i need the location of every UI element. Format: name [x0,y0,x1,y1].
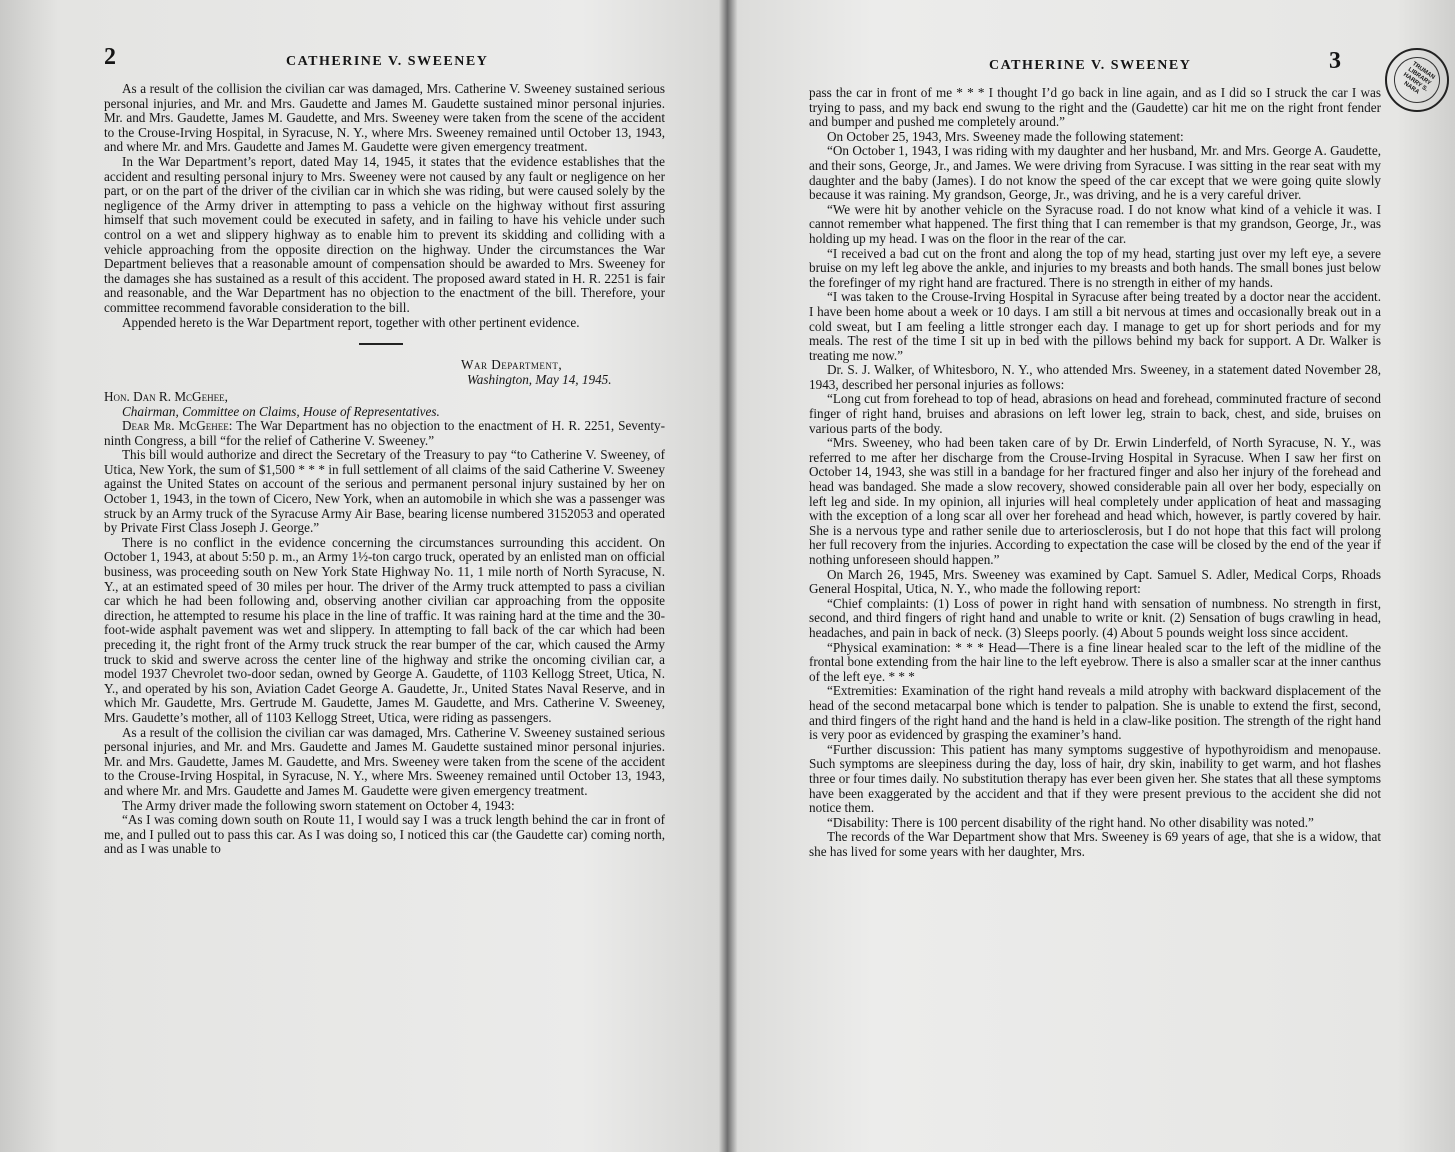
paragraph: “Further discussion: This patient has many symptoms suggestive of hypothyroidism and menopause. Such symptoms are sleepiness during the day, loss of hair, dry skin, inability to get warm, and hot flashes three or four times daily. No substitution therapy has ever been given her. She states that all these symptoms have been exaggerated by the accident and that if they were present previous to the accident she did not notice them. [809,741,1381,816]
section-divider [359,343,403,345]
paragraph-continuation: pass the car in front of me * * * I thought I’d go back in line again, and as I did so I struck the car I was trying to pass, and my back end swung to the right and the (Gaudette) car hit me on the right front fender and bumper and pushed me completely around.” [809,85,1381,130]
running-title: CATHERINE V. SWEENEY [989,58,1192,73]
page-header [809,48,1381,86]
paragraph: The Army driver made the following sworn statement on October 4, 1943: [122,797,515,813]
paragraph: Appended hereto is the War Department report, together with other pertinent evidence. [122,314,580,330]
paragraph: “On October 1, 1943, I was riding with my daughter and her husband, Mr. and Mrs. George A. Gaudette, and their sons, George, Jr., and James. We were driving from Syracuse. I was sitting in the rear seat with my daughter and the baby (James). I do not know the speed of the car except that we were going quite slowly because it was raining. My grandson, George, Jr., was driving, and he is a very careful driver. [809,143,1381,203]
paragraph: “Chief complaints: (1) Loss of power in right hand with sensation of numbness. No strength in first, second, and third fingers of right hand and unable to write or knit. (2) Sensation of bugs crawling in head, headaches, and pain in back of neck. (3) Sleeps poorly. (4) About 5 pounds weight loss since accident. [809,595,1381,640]
department-name: War Department, [461,357,563,373]
left-page [0,0,725,1152]
paragraph: In the War Department’s report, dated May 14, 1945, it states that the evidence establishes that the accident and resulting personal injury to Mrs. Sweeney were not caused by any fault or negligence on her part, or on the part of the driver of the civilian car in which she was riding, but were caused solely by the negligence of the Army driver in attempting to pass a vehicle on the highway without first assuring himself that such movement could be executed in safety, and in failing to have his vehicle under such control on a wet and slippery highway as to enable him to prevent its skidding and colliding with a vehicle approaching from the opposite direction on the highway. Under the circumstances the War Department believes that a reasonable amount of compensation should be awarded to Mrs. Sweeney for the damages she has sustained as a result of this accident. The proposed award stated in H. R. 2251 is fair and reasonable, and the War Department has no objection to the enactment of the bill. Therefore, your committee recommend favorable consideration to the bill. [104,153,665,315]
paragraph: “Physical examination: * * * Head—There is a fine linear healed scar to the left of the midline of the frontal bone extending from the hair line to the left eyebrow. There is also a smaller scar at the inner canthus of the left eye. * * * [809,639,1381,684]
paragraph: “Long cut from forehead to top of head, abrasions on head and forehead, comminuted fracture of second finger of right hand, bruises and abrasions on left lower leg, strain to back, chest, and side, bruises on various parts of the body. [809,391,1381,436]
paragraph: “Mrs. Sweeney, who had been taken care of by Dr. Erwin Linderfeld, of North Syracuse, N. Y., was referred to me after her discharge from the Crouse-Irving Hospital in Syracuse. When I saw her first on October 14, 1943, she was still in a bandage for her fractured finger and also her injury of the forehead and head was bandaged. She made a slow recovery, showed considerable pain all over her body, especially on left leg and side. In my opinion, all injuries will heal completely under application of heat and massaging with the exception of a long scar all over her forehead and head which, however, is partly covered by hair. She is a nervous type and rather senile due to arteriosclerosis, but I do not hope that this fact will prolong her full recovery from the injuries. According to expectation the case will be closed by the end of the year if nothing unforeseen should happen.” [809,435,1381,567]
paragraph: “We were hit by another vehicle on the Syracuse road. I do not know what kind of a vehicle it was. I cannot remember what happened. The first thing that I can remember is that my grandson, George, Jr., was holding up my head. I was on the floor in the rear of the car. [809,201,1381,246]
paragraph: Dr. S. J. Walker, of Whitesboro, N. Y., who attended Mrs. Sweeney, in a statement dated November 28, 1943, described her personal injuries as follows: [809,362,1381,392]
salutation: Dear Mr. McGehee: [122,418,233,434]
paragraph: “Disability: There is 100 percent disability of the right hand. No other disability was noted.” [827,814,1314,830]
paragraph: On March 26, 1945, Mrs. Sweeney was examined by Capt. Samuel S. Adler, Medical Corps, Rhoads General Hospital, Utica, N. Y., who made the following report: [809,566,1381,597]
paragraph: “As I was coming down south on Route 11, I would say I was a truck length behind the car in front of me, and I pulled out to pass this car. As I was doing so, I noticed this car (the Gaudette car) coming north, and as I was unable to [104,812,665,857]
page-header [104,44,665,82]
paragraph: The records of the War Department show that Mrs. Sweeney is 69 years of age, that she is a widow, that she has lived for some years with her daughter, Mrs. [809,829,1381,859]
page-number: 3 [1329,48,1341,74]
paragraph: This bill would authorize and direct the Secretary of the Treasury to pay “to Catherine V. Sweeney, of Utica, New York, the sum of $1,500 * * * in full settlement of all claims of the said Catherine V. Sweeney against the United States on account of the serious and permanent personal injury sustained by her on October 1, 1943, in the town of Cicero, New York, when an automobile in which she was a passenger was struck by an Army truck of the Syracuse Army Air Base, bearing license numbered 3152053 and operated by Private First Class Joseph J. George.” [104,447,665,536]
paragraph: “I received a bad cut on the front and along the top of my head, starting just over my left eye, a severe bruise on my left leg above the ankle, and injuries to my breasts and both hands. The small bones just below the forefinger of my right hand are fractured. There is no strength in either of my hands. [809,245,1381,290]
addressee: Hon. Dan R. McGehee, [104,389,228,405]
dateline: Washington, May 14, 1945. [467,372,612,388]
paragraph: On October 25, 1943, Mrs. Sweeney made the following statement: [827,128,1184,144]
paragraph: “I was taken to the Crouse-Irving Hospital in Syracuse after being treated by a doctor near the accident. I have been home about a week or 10 days. I am still a bit nervous at times and occasionally break out in a cold sweat, but I am feeling a little stronger each day. I manage to get up for short periods and for my meals. The rest of the time I sit up in bed with the pillows behind my back for support. A Dr. Walker is treating me now.” [809,289,1381,363]
paragraph: As a result of the collision the civilian car was damaged, Mrs. Catherine V. Sweeney sustained serious personal injuries, and Mr. and Mrs. Gaudette and James M. Gaudette sustained minor personal injuries. Mr. and Mrs. Gaudette, James M. Gaudette, and Mrs. Sweeney were taken from the scene of the accident to the Crouse-Irving Hospital, in Syracuse, N. Y., where Mrs. Sweeney remained until October 13, 1943, and where Mr. and Mrs. Gaudette and James M. Gaudette were given emergency treatment. [104,81,665,155]
paragraph: There is no conflict in the evidence concerning the circumstances surrounding this accident. On October 1, 1943, at about 5:50 p. m., an Army 1½-ton cargo truck, operated by an enlisted man on official business, was proceeding south on New York State Highway No. 11, 1 mile north of North Syracuse, N. Y., at an estimated speed of 30 miles per hour. The driver of the Army truck attempted to pass a civilian car which he had been following and, observing another civilian car approaching from the opposite direction, he attempted to resume his place in the line of traffic. It was raining hard at the time and the 30-foot-wide asphalt pavement was wet and slippery. In attempting to fall back of the car which had been preceding it, the right front of the Army truck struck the rear bumper of the car, which caused the Army truck to skid and swerve across the center line of the highway and strike the oncoming civilian car, a model 1937 Chevrolet two-door sedan, owned by George A. Gaudette, of 1103 Kellogg Street, Utica, N. Y., and operated by his son, Aviation Cadet George A. Gaudette, Jr., United States Naval Reserve, and in which Mr. Gaudette, Mrs. Gertrude M. Gaudette, James M. Gaudette, and Mrs. Catherine V. Sweeney, Mrs. Gaudette’s mother, all of 1103 Kellogg Street, Utica, were riding as passengers. [104,534,665,725]
letter-heading [461,357,665,387]
library-stamp-icon [1385,48,1449,112]
running-title: CATHERINE V. SWEENEY [286,54,489,69]
addressee-title: Chairman, Committee on Claims, House of Representatives. [122,404,440,420]
addressee-block [104,389,665,419]
page-number: 2 [104,44,116,70]
library-stamp-text: TRUMAN LIBRARY HARRY S. NARA [1385,48,1449,112]
paragraph [104,419,665,448]
paragraph: As a result of the collision the civilian car was damaged, Mrs. Catherine V. Sweeney sustained serious personal injuries, and Mr. and Mrs. Gaudette and James M. Gaudette sustained minor personal injuries. Mr. and Mrs. Gaudette, James M. Gaudette, and Mrs. Sweeney were taken from the scene of the accident to the Crouse-Irving Hospital, in Syracuse, N. Y., where Mrs. Sweeney remained until October 13, 1943, and where Mr. and Mrs. Gaudette and James M. Gaudette were given emergency treatment. [104,724,665,798]
paragraph: “Extremities: Examination of the right hand reveals a mild atrophy with backward displacement of the head of the second metacarpal bone which is tender to palpation. She is unable to extend the first, second, and third fingers of the right hand and the hand is held in a claw-like position. The strength of the right hand is very poor as evidenced by grasping the examiner’s hand. [809,683,1381,743]
right-page [735,0,1455,1152]
paragraph-text: The War Department has no objection to the enactment of H. R. 2251, Seventy-ninth Congress, a bill “for the relief of Catherine V. Sweeney.” [104,418,665,448]
